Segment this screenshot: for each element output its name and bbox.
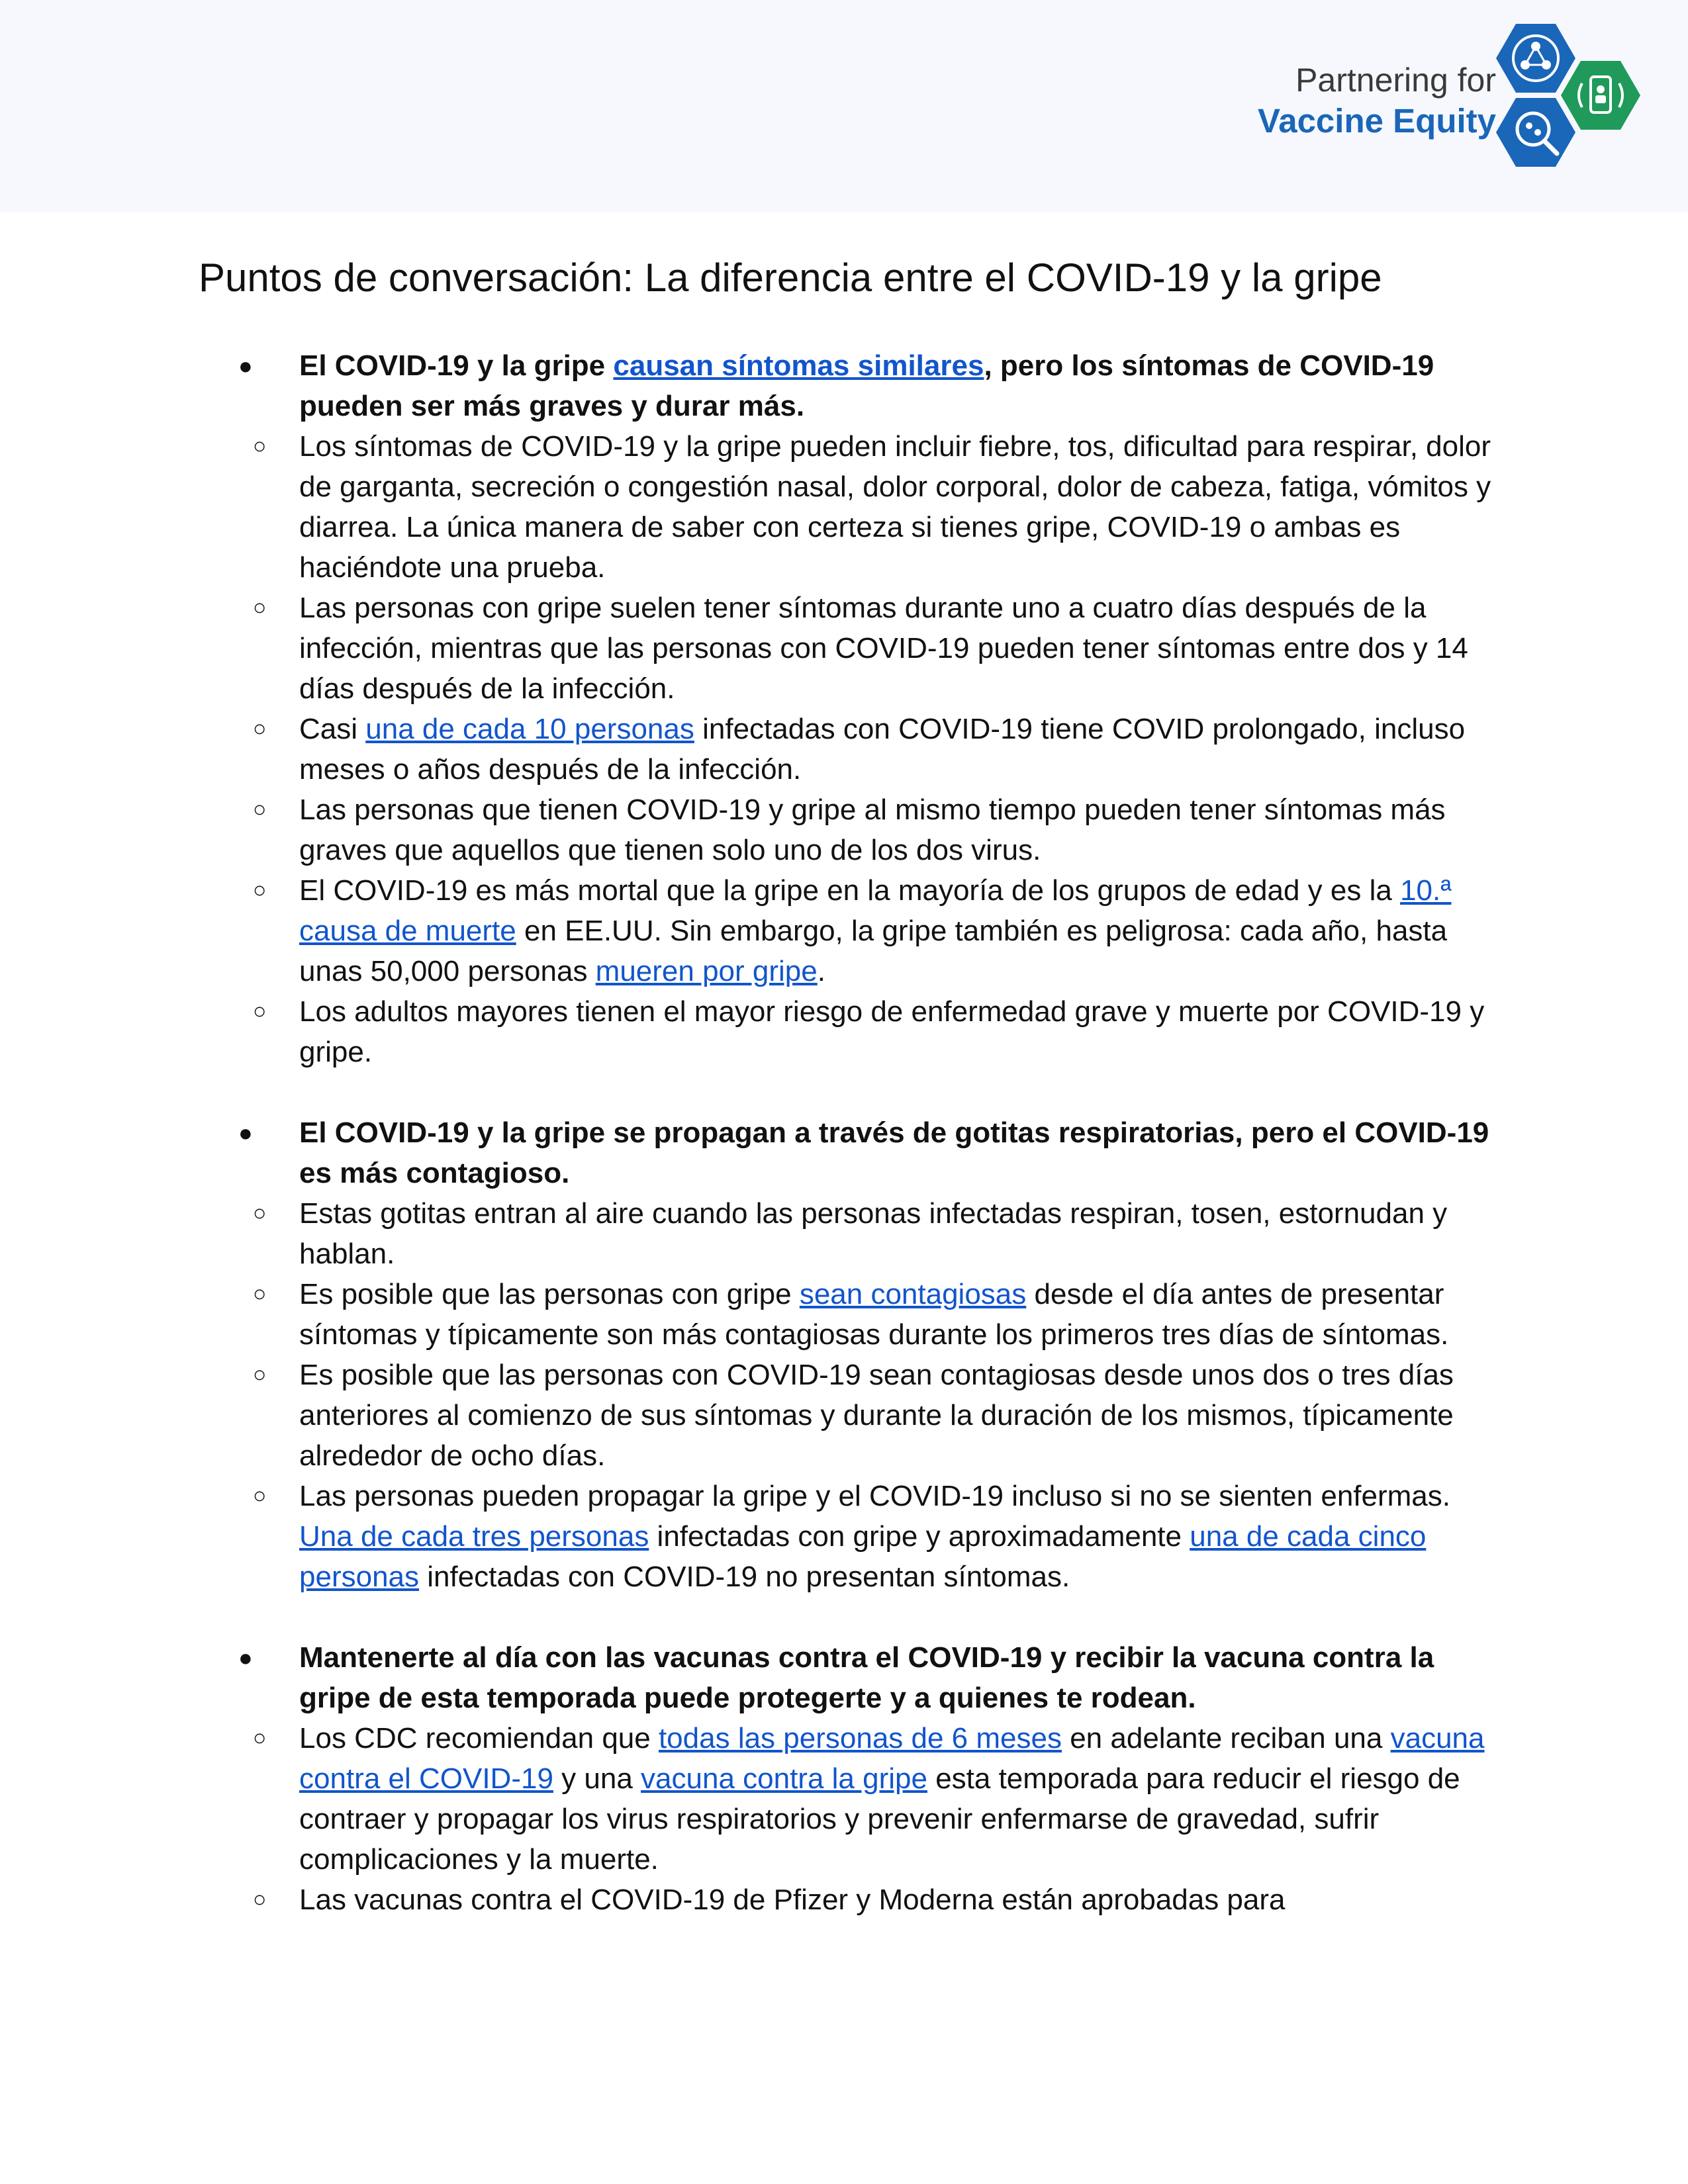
heading-text: El COVID-19 y la gripe se propagan a través de gotitas respiratorias, pero el COVID-19 es más contagioso. [299, 1116, 1489, 1189]
logo-line-1: Partnering for [1295, 62, 1496, 99]
bullet-icon: ● [238, 1119, 253, 1146]
hollow-bullet-icon: ○ [253, 1887, 267, 1912]
link-vacuna-contra-la-gripe[interactable]: vacuna contra la gripe [641, 1762, 927, 1795]
link-una-de-cada-cinco-personas[interactable]: una de cada cinco personas [299, 1520, 1427, 1593]
section-respiratory-droplets [199, 1113, 1496, 1597]
link-vacuna-contra-el-covid-19[interactable]: vacuna contra el COVID-19 [299, 1722, 1485, 1795]
item-text: esta temporada para reducir el riesgo de contraer y propagar los virus respiratorios y prevenir enfermarse de gravedad, sufrir complicaciones y la muerte. [299, 1762, 1460, 1876]
logo-line-2: Vaccine Equity [1258, 102, 1496, 140]
link-sean-contagiosas[interactable]: sean contagiosas [799, 1278, 1027, 1310]
link-causan-sintomas-similares[interactable]: causan síntomas similares [613, 349, 984, 382]
item-text: Es posible que las personas con gripe [299, 1278, 800, 1310]
logo-hexagons [1496, 20, 1655, 182]
section-covid-flu-symptoms [199, 345, 1496, 1072]
section-vaccines [199, 1637, 1496, 1920]
item-text: infectadas con COVID-19 tiene COVID prolongado, incluso meses o años después de la infección. [299, 713, 1466, 786]
item-text: Los adultos mayores tienen el mayor riesgo de enfermedad grave y muerte por COVID-19 y gripe. [299, 995, 1485, 1068]
list-item [200, 709, 1496, 790]
hollow-bullet-icon: ○ [253, 999, 267, 1024]
link-mueren-por-gripe[interactable]: mueren por gripe [595, 955, 818, 987]
list-item [200, 1476, 1496, 1597]
item-text: en adelante reciban una [1061, 1722, 1391, 1754]
item-text: Las personas pueden propagar la gripe y el COVID-19 incluso si no se sienten enfermas. [299, 1480, 1450, 1512]
logo-text [1244, 60, 1496, 142]
list-item [200, 790, 1496, 870]
list-item [200, 588, 1496, 709]
talking-points [199, 345, 1496, 1960]
list-item [200, 1274, 1496, 1355]
header-band [0, 0, 1688, 212]
hollow-bullet-icon: ○ [253, 1362, 267, 1387]
hollow-bullet-icon: ○ [253, 595, 267, 620]
partnering-for-vaccine-equity-logo[interactable] [1244, 20, 1662, 185]
item-text: Las personas con gripe suelen tener síntomas durante uno a cuatro días después de la infección, mientras que las personas con COVID-19 pueden tener síntomas entre dos y 14 días después de la infección. [299, 592, 1468, 705]
hollow-bullet-icon: ○ [253, 1725, 267, 1751]
sub-list [253, 1718, 1496, 1920]
item-text: Estas gotitas entran al aire cuando las personas infectadas respiran, tosen, estornudan y hablan. [299, 1197, 1448, 1270]
list-item [200, 1880, 1496, 1920]
item-text: Casi [299, 713, 366, 745]
sub-list [253, 1193, 1496, 1597]
list-item [200, 991, 1496, 1072]
bullet-icon: ● [238, 1644, 253, 1671]
item-text: El COVID-19 es más mortal que la gripe en la mayoría de los grupos de edad y es la [299, 874, 1401, 907]
link-todas-las-personas-de-6-meses[interactable]: todas las personas de 6 meses [658, 1722, 1062, 1754]
heading-text: , pero los síntomas de COVID-19 pueden ser más graves y durar más. [299, 349, 1434, 422]
item-text: Los CDC recomiendan que [299, 1722, 659, 1754]
item-text: Los síntomas de COVID-19 y la gripe pueden incluir fiebre, tos, dificultad para respirar, dolor de garganta, secreción o congestión nasal, dolor corporal, dolor de cabeza, fatiga, vómitos y diarrea. La única manera de saber con certeza si tienes gripe, COVID-19 o ambas es haciéndote una prueba. [299, 430, 1491, 584]
item-text: Las vacunas contra el COVID-19 de Pfizer y Moderna están aprobadas para [299, 1884, 1286, 1916]
hollow-bullet-icon: ○ [253, 878, 267, 903]
heading-text: Mantenerte al día con las vacunas contra el COVID-19 y recibir la vacuna contra la gripe de esta temporada puede protegerte y a quienes te rodean. [299, 1641, 1434, 1714]
mobile-phone-icon [1561, 61, 1640, 130]
section-heading [299, 1113, 1496, 1193]
page-title: Puntos de conversación: La diferencia entre el COVID-19 y la gripe [199, 255, 1382, 300]
hollow-bullet-icon: ○ [253, 1201, 267, 1226]
item-text: . [817, 955, 825, 987]
people-network-icon [1496, 24, 1575, 93]
sub-list [253, 426, 1496, 1072]
item-text: y una [553, 1762, 641, 1795]
link-10a-causa-de-muerte[interactable]: 10.ª causa de muerte [299, 874, 1452, 947]
section-heading [299, 1637, 1496, 1718]
item-text: en EE.UU. Sin embargo, la gripe también es peligrosa: cada año, hasta unas 50,000 personas [299, 915, 1448, 987]
link-una-de-cada-10-personas[interactable]: una de cada 10 personas [365, 713, 694, 745]
heading-text: El COVID-19 y la gripe [299, 349, 614, 382]
item-text: Es posible que las personas con COVID-19 sean contagiosas desde unos dos o tres días anteriores al comienzo de sus síntomas y durante la duración de los mismos, típicamente alrededor de ocho días. [299, 1359, 1454, 1472]
list-item [200, 870, 1496, 991]
hollow-bullet-icon: ○ [253, 1483, 267, 1508]
item-text: desde el día antes de presentar síntomas y típicamente son más contagiosas durante los primeros tres días de síntomas. [299, 1278, 1449, 1351]
section-heading [299, 345, 1496, 426]
item-text: infectadas con gripe y aproximadamente [649, 1520, 1190, 1553]
link-una-de-cada-tres-personas[interactable]: Una de cada tres personas [299, 1520, 649, 1553]
hollow-bullet-icon: ○ [253, 716, 267, 741]
item-text: Las personas que tienen COVID-19 y gripe al mismo tiempo pueden tener síntomas más graves que aquellos que tienen solo uno de los dos virus. [299, 794, 1446, 866]
list-item [200, 426, 1496, 588]
bullet-icon: ● [238, 352, 253, 379]
item-text: infectadas con COVID-19 no presentan síntomas. [419, 1561, 1070, 1593]
list-item [200, 1355, 1496, 1476]
magnifier-people-icon [1496, 98, 1575, 167]
hollow-bullet-icon: ○ [253, 1281, 267, 1306]
hollow-bullet-icon: ○ [253, 797, 267, 822]
list-item [200, 1193, 1496, 1274]
list-item [200, 1718, 1496, 1880]
hollow-bullet-icon: ○ [253, 433, 267, 459]
